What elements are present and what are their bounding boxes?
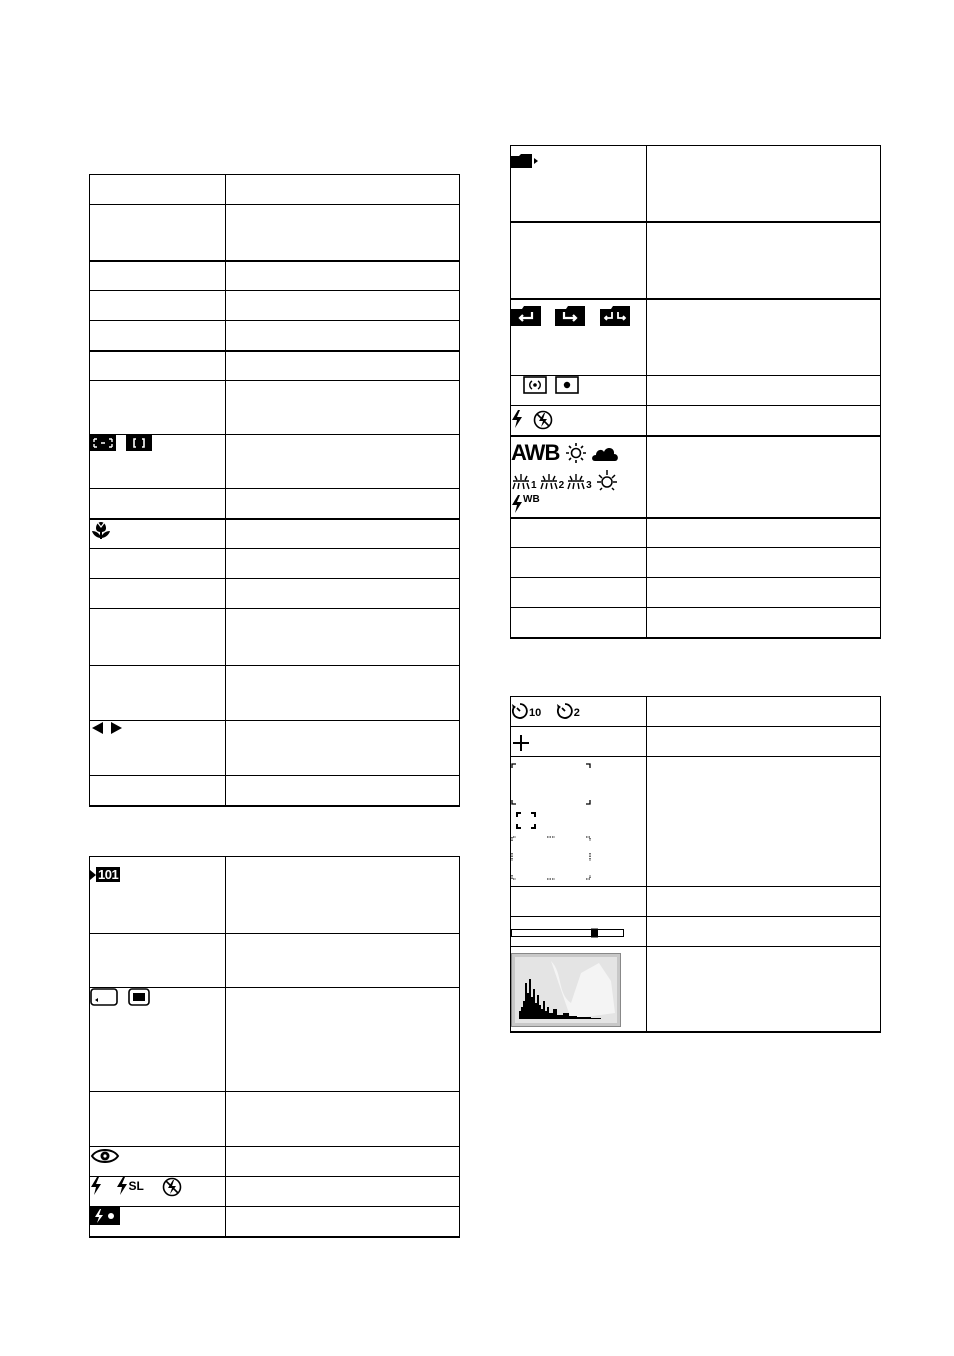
desc-cell xyxy=(226,549,460,579)
self-timer-2-icon xyxy=(556,701,580,719)
flash-on-icon xyxy=(511,410,523,428)
icon-cell xyxy=(511,376,647,406)
desc-cell xyxy=(647,406,881,436)
desc-cell xyxy=(226,609,460,666)
left-top-table xyxy=(89,174,460,807)
table-row xyxy=(511,578,881,608)
table-row xyxy=(90,175,460,205)
table-row xyxy=(90,666,460,721)
multi-metering-icon xyxy=(523,376,547,394)
desc-cell xyxy=(647,947,881,1032)
self-timer-10-icon xyxy=(511,701,541,719)
folder-prev-icon xyxy=(511,306,541,326)
desc-cell xyxy=(647,917,881,947)
icon-cell xyxy=(511,222,647,299)
internal-memory-icon xyxy=(128,988,150,1006)
icon-cell xyxy=(90,666,226,721)
icon-cell xyxy=(90,1147,226,1177)
folder-play-icon xyxy=(511,154,539,168)
icon-cell xyxy=(90,435,226,489)
table-row xyxy=(90,776,460,806)
icon-cell xyxy=(511,436,647,518)
table-row xyxy=(90,1207,460,1237)
table-row xyxy=(90,381,460,435)
table-row xyxy=(90,351,460,381)
table-row xyxy=(511,299,881,376)
icon-cell xyxy=(90,721,226,776)
icon-cell xyxy=(511,947,647,1032)
desc-cell xyxy=(226,175,460,205)
desc-cell xyxy=(226,988,460,1092)
desc-cell xyxy=(226,205,460,261)
icon-cell xyxy=(511,406,647,436)
desc-cell xyxy=(647,299,881,376)
table-row xyxy=(90,609,460,666)
icon-cell xyxy=(90,321,226,351)
icon-cell xyxy=(511,757,647,887)
table-row xyxy=(90,579,460,609)
white-balance-icons xyxy=(511,441,646,513)
cloudy-icon xyxy=(591,444,619,462)
table-row xyxy=(90,721,460,776)
desc-cell xyxy=(226,351,460,381)
table-row xyxy=(511,376,881,406)
af-range-frames-icon xyxy=(511,763,601,881)
fluorescent-2-sub: 2 xyxy=(558,479,565,491)
table-row xyxy=(511,608,881,638)
desc-cell xyxy=(647,887,881,917)
folder-101-icon xyxy=(90,867,120,882)
desc-cell xyxy=(226,489,460,519)
icon-cell xyxy=(511,917,647,947)
table-row xyxy=(90,934,460,988)
icon-cell xyxy=(90,579,226,609)
slow-sync-icon xyxy=(116,1177,143,1195)
icon-cell xyxy=(511,578,647,608)
desc-cell xyxy=(226,519,460,549)
spot-metering-icon xyxy=(555,376,579,394)
fluorescent-3-sub: 3 xyxy=(586,479,592,491)
desc-cell xyxy=(226,857,460,934)
desc-cell xyxy=(647,697,881,727)
desc-cell xyxy=(647,222,881,299)
right-top-table xyxy=(510,145,881,639)
table-row xyxy=(511,436,881,518)
icon-cell xyxy=(90,291,226,321)
desc-cell xyxy=(226,1092,460,1147)
folder-prevnext-icon xyxy=(600,306,630,326)
table-row xyxy=(90,291,460,321)
desc-cell xyxy=(647,578,881,608)
flash-charging-icon xyxy=(90,1207,120,1225)
icon-cell xyxy=(90,519,226,549)
icon-cell xyxy=(90,1207,226,1237)
table-row xyxy=(511,222,881,299)
left-bottom-table xyxy=(89,856,460,1238)
icon-cell xyxy=(90,175,226,205)
table-row xyxy=(90,321,460,351)
desc-cell xyxy=(647,548,881,578)
desc-cell xyxy=(226,666,460,721)
table-row xyxy=(511,727,881,757)
table-row xyxy=(511,548,881,578)
icon-cell xyxy=(511,299,647,376)
icon-cell xyxy=(511,727,647,757)
incandescent-icon xyxy=(595,469,619,491)
table-row xyxy=(511,947,881,1032)
macro-tulip-icon xyxy=(90,520,112,540)
table-row xyxy=(511,697,881,727)
flash-wb-icon xyxy=(511,495,523,513)
desc-cell xyxy=(226,1207,460,1237)
desc-cell xyxy=(647,436,881,518)
exposure-bar-icon xyxy=(511,928,625,938)
icon-cell xyxy=(90,351,226,381)
desc-cell xyxy=(226,934,460,988)
red-eye-icon xyxy=(90,1147,120,1165)
desc-cell xyxy=(226,435,460,489)
table-row xyxy=(90,1147,460,1177)
icon-cell xyxy=(511,518,647,548)
icon-cell xyxy=(90,1177,226,1207)
folder-number: 101 xyxy=(98,867,119,882)
table-row xyxy=(90,1177,460,1207)
desc-cell xyxy=(647,608,881,638)
table-row xyxy=(90,205,460,261)
icon-cell xyxy=(90,776,226,806)
right-bottom-table xyxy=(510,696,881,1033)
left-right-arrows-icon xyxy=(90,721,124,735)
icon-cell xyxy=(511,887,647,917)
icon-cell xyxy=(90,549,226,579)
icon-cell xyxy=(511,548,647,578)
desc-cell xyxy=(226,776,460,806)
flash-on-icon xyxy=(90,1177,102,1195)
flash-off-icon xyxy=(533,410,553,430)
icon-cell xyxy=(90,261,226,291)
table-row xyxy=(511,146,881,222)
icon-cell xyxy=(511,608,647,638)
timer-10-label: 10 xyxy=(529,707,542,719)
timer-2-label: 2 xyxy=(573,707,580,719)
table-row xyxy=(90,519,460,549)
flash-wb-label: WB xyxy=(523,493,540,505)
table-row xyxy=(90,857,460,934)
icon-cell xyxy=(90,1092,226,1147)
table-row xyxy=(90,988,460,1092)
desc-cell xyxy=(226,321,460,351)
daylight-icon xyxy=(565,442,587,464)
desc-cell xyxy=(226,1177,460,1207)
desc-cell xyxy=(647,376,881,406)
table-row xyxy=(90,549,460,579)
table-row xyxy=(511,757,881,887)
icon-cell xyxy=(90,857,226,934)
table-row xyxy=(90,261,460,291)
fluorescent-2-icon xyxy=(539,473,565,491)
desc-cell xyxy=(226,579,460,609)
table-row xyxy=(511,518,881,548)
icon-cell xyxy=(90,934,226,988)
crosshair-icon xyxy=(511,733,531,753)
center-af-icon xyxy=(126,435,152,451)
fluorescent-3-icon xyxy=(566,473,592,491)
table-row xyxy=(90,1092,460,1147)
icon-cell xyxy=(90,609,226,666)
table-row xyxy=(511,406,881,436)
table-row xyxy=(90,489,460,519)
icon-cell xyxy=(90,988,226,1092)
awb-label: AWB xyxy=(511,439,560,465)
memory-card-icon xyxy=(90,988,118,1006)
desc-cell xyxy=(226,261,460,291)
table-row xyxy=(511,917,881,947)
icon-cell xyxy=(511,697,647,727)
desc-cell xyxy=(226,381,460,435)
fluorescent-1-icon xyxy=(511,473,537,491)
desc-cell xyxy=(226,721,460,776)
table-row xyxy=(90,435,460,489)
icon-cell xyxy=(511,146,647,222)
desc-cell xyxy=(226,1147,460,1177)
desc-cell xyxy=(226,291,460,321)
icon-cell xyxy=(90,489,226,519)
desc-cell xyxy=(647,518,881,548)
desc-cell xyxy=(647,727,881,757)
fluorescent-1-sub: 1 xyxy=(531,479,537,491)
icon-cell xyxy=(90,381,226,435)
desc-cell xyxy=(647,757,881,887)
desc-cell xyxy=(647,146,881,222)
multi-point-af-icon xyxy=(90,435,116,451)
folder-next-icon xyxy=(555,306,585,326)
table-row xyxy=(511,887,881,917)
flash-off-icon xyxy=(162,1177,182,1197)
histogram-icon xyxy=(511,953,621,1027)
icon-cell xyxy=(90,205,226,261)
slow-sync-label: SL xyxy=(128,1179,144,1193)
